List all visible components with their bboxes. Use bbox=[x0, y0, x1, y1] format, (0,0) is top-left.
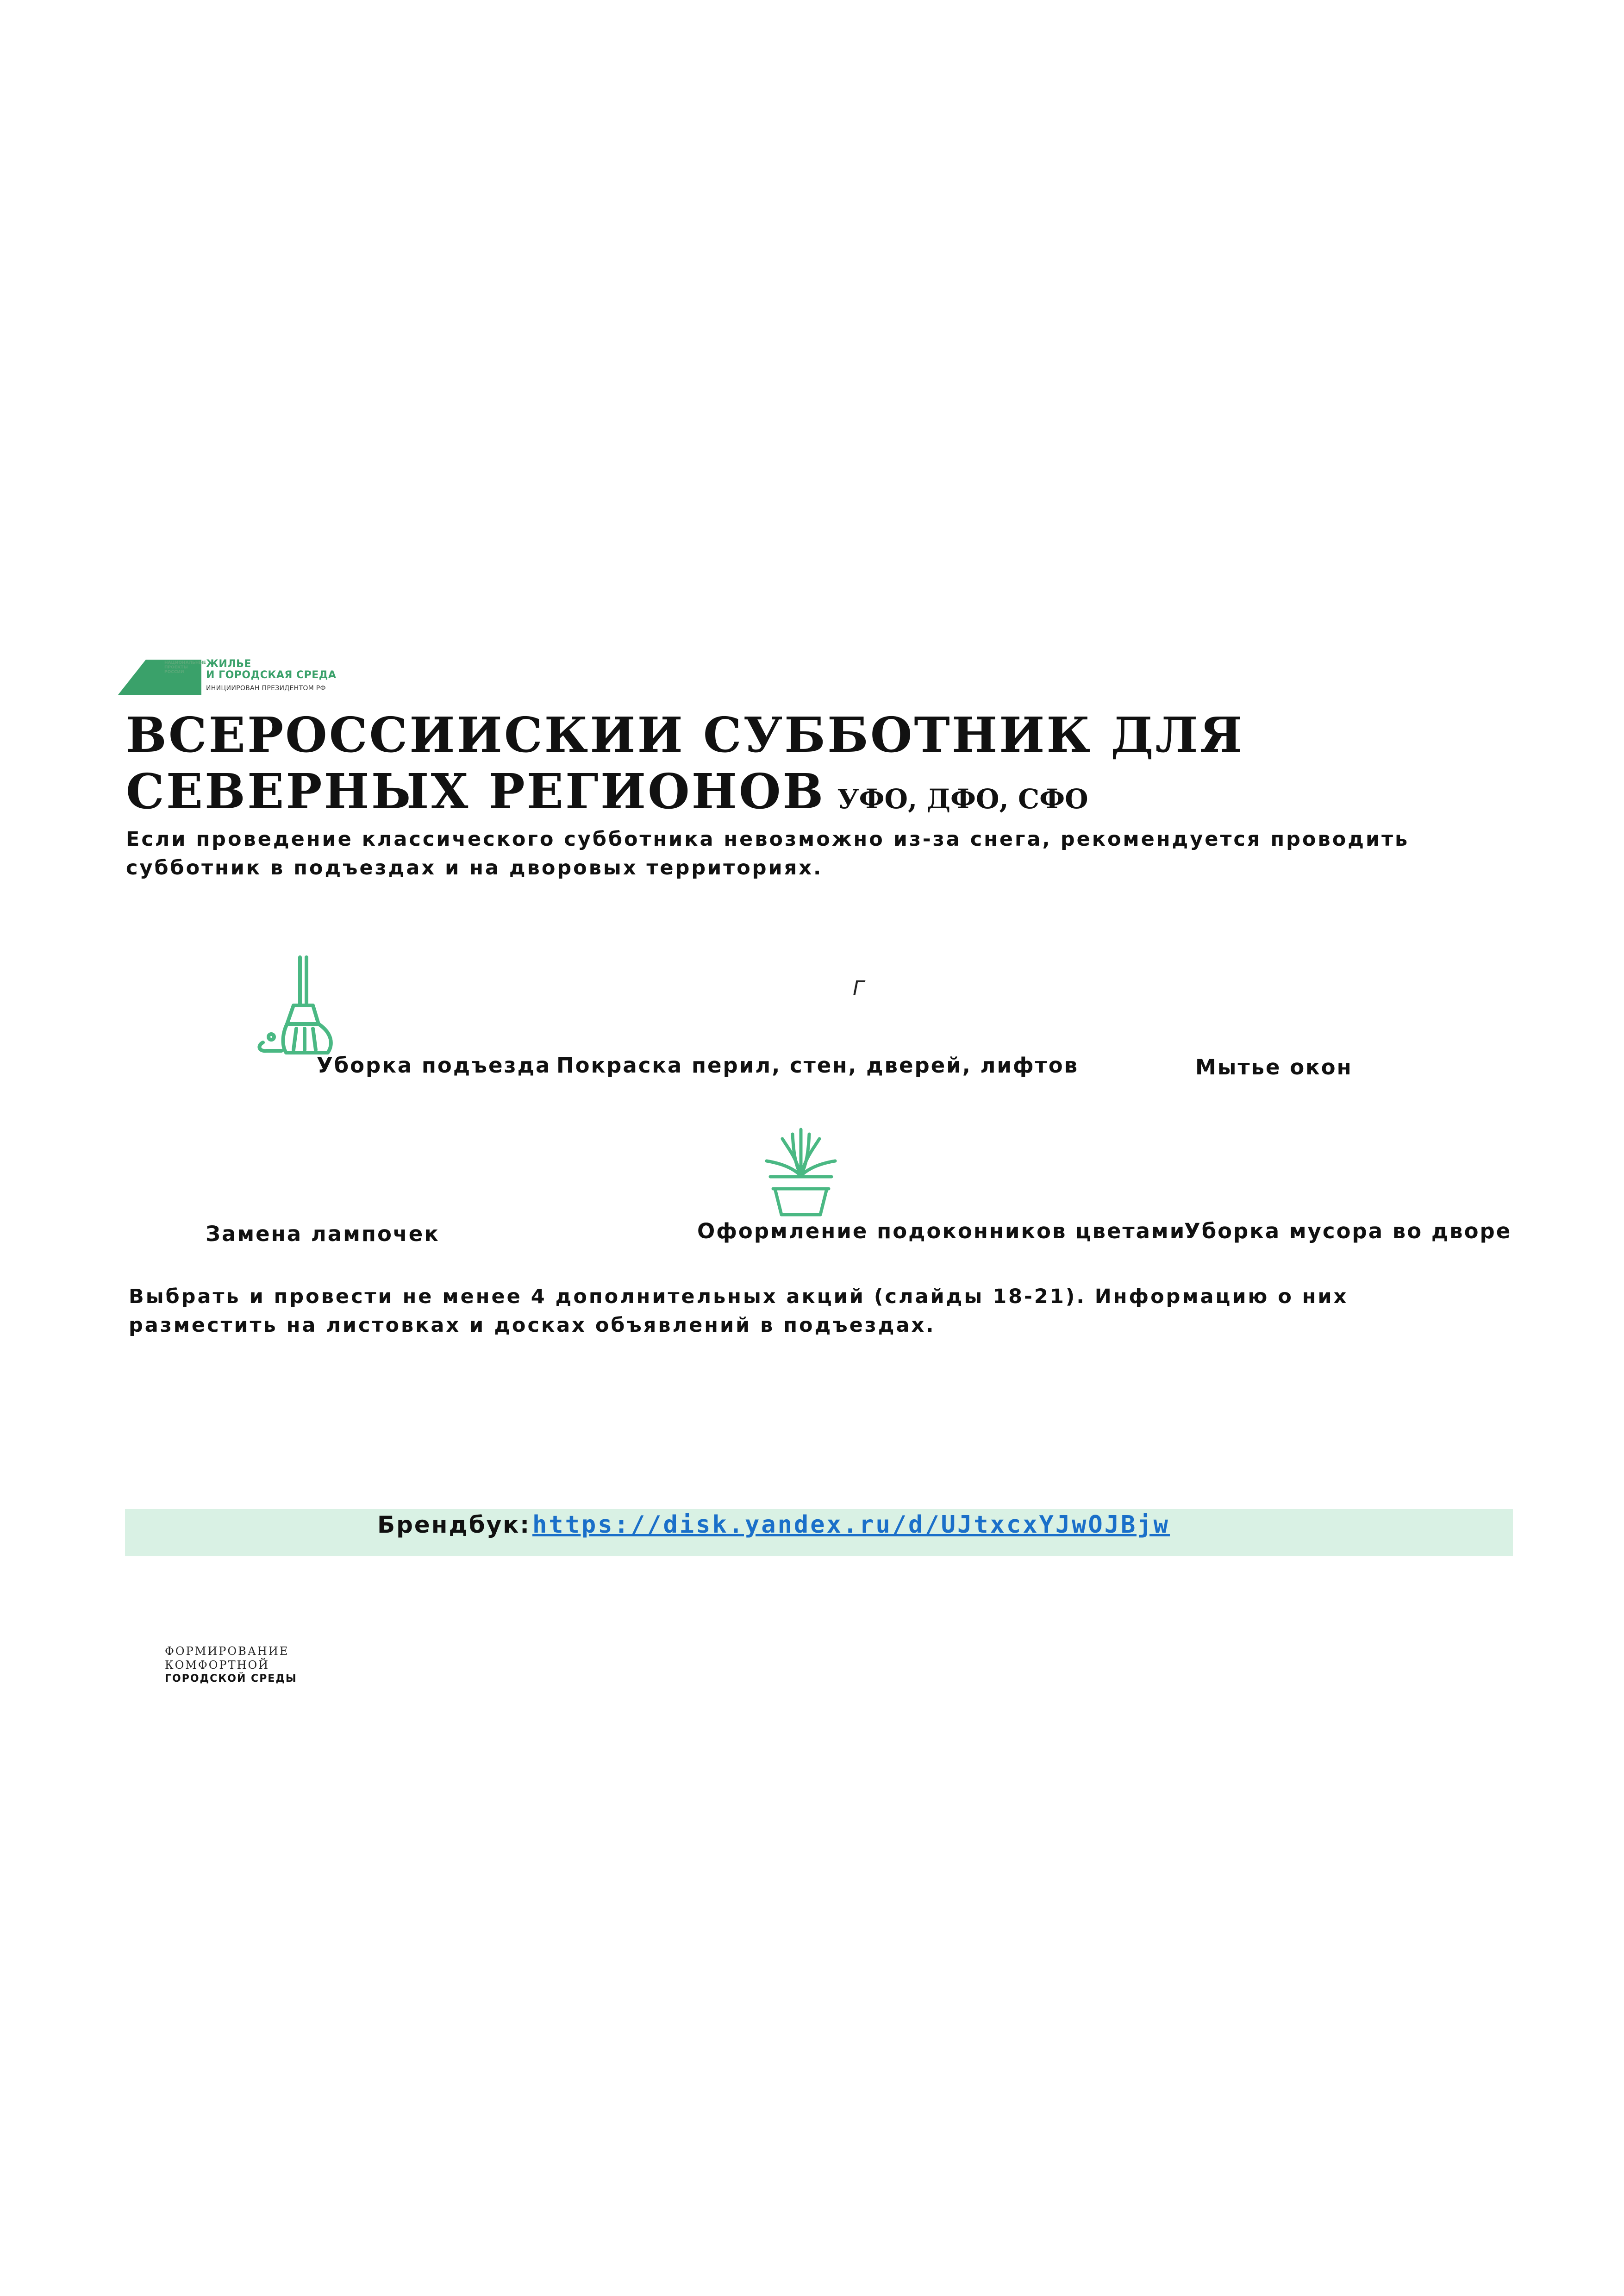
header-logo bbox=[118, 650, 377, 701]
stray-mark: Г bbox=[853, 977, 864, 1000]
logo-title-line2: И ГОРОДСКАЯ СРЕДА bbox=[206, 669, 337, 681]
brandbook-link[interactable]: https://disk.yandex.ru/d/UJtxcxYJwOJBjw bbox=[532, 1511, 1170, 1539]
footer-logo-line3: ГОРОДСКОЙ СРЕДЫ bbox=[165, 1673, 297, 1685]
activity-window-washing: Мытье окон bbox=[1195, 1055, 1353, 1079]
page-title-regions: УФО, ДФО, СФО bbox=[837, 783, 1088, 815]
broom-icon bbox=[254, 955, 337, 1057]
intro-text-line1: Если проведение классического субботника невозможно из-за снега, рекомендуется проводить bbox=[126, 828, 1410, 851]
logo-badge-text: НАЦИОНАЛЬНЫЕ ПРОЕКТЫ РОССИИ bbox=[164, 661, 206, 674]
activity-bulb-replacement: Замена лампочек bbox=[206, 1222, 440, 1246]
logo-title-line1: ЖИЛЬЕ bbox=[206, 658, 251, 670]
note-text-line1: Выбрать и провести не менее 4 дополнительных акций (слайды 18-21). Информацию о них bbox=[129, 1285, 1349, 1308]
activity-windowsill-flowers: Оформление подоконников цветами bbox=[697, 1219, 1186, 1243]
plant-icon bbox=[759, 1120, 843, 1217]
activity-yard-cleanup: Уборка мусора во дворе bbox=[1184, 1219, 1512, 1243]
activity-painting: Покраска перил, стен, дверей, лифтов bbox=[556, 1053, 1079, 1078]
footer-logo-line1: ФОРМИРОВАНИЕ bbox=[165, 1645, 289, 1658]
page-title-line1: ВСЕРОССИИСКИИ СУББОТНИК ДЛЯ bbox=[126, 706, 1244, 763]
page-title-line2 bbox=[126, 764, 1088, 827]
footer-logo bbox=[165, 1644, 297, 1686]
logo-subtitle: ИНИЦИИРОВАН ПРЕЗИДЕНТОМ РФ bbox=[206, 685, 326, 692]
footer-logo-line2: КОМФОРТНОЙ bbox=[165, 1659, 270, 1672]
brandbook-label: Брендбук: bbox=[377, 1511, 531, 1538]
intro-text-line2: субботник в подъездах и на дворовых территориях. bbox=[126, 856, 823, 880]
activity-stairwell-cleaning: Уборка подъезда bbox=[317, 1053, 551, 1078]
page-title-regions-heading: СЕВЕРНЫХ РЕГИОНОВ bbox=[126, 763, 825, 820]
note-text-line2: разместить на листовках и досках объявлений в подъездах. bbox=[129, 1314, 936, 1337]
